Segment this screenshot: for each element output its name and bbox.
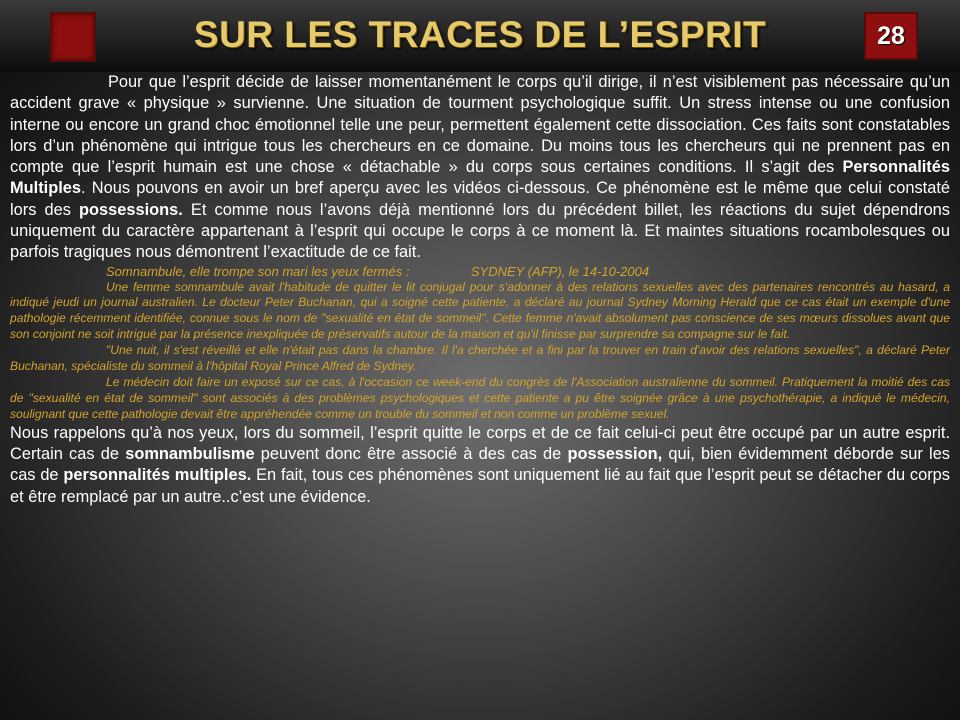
slide-title: SUR LES TRACES DE L’ESPRIT	[193, 14, 767, 55]
closing-bold-possession: possession,	[567, 445, 663, 464]
closing-paragraph	[10, 423, 950, 508]
intro-text-3: Et comme nous l’avons déjà mentionné lors du précédent billet, les réactions du sujet dépendrons uniquement du caractère appartenant à l’esprit qui occupe le corps à ce moment là. Et maintes situations rocambolesques ou parfois tragiques nous démontrent l’exactitude de ce fait.	[10, 200, 950, 262]
closing-text-2: peuvent donc être associé à des cas de	[254, 445, 568, 464]
closing-text-1: Nous rappelons qu’à nos yeux, lors du sommeil, l’esprit quitte le corps et de ce fait celui-ci peut être occupé par un autre esprit. Certain cas de	[10, 423, 950, 464]
intro-text-2: . Nous pouvons en avoir un bref aperçu avec les vidéos ci-dessous. Ce phénomène est le même que celui constaté lors des	[10, 179, 950, 219]
closing-bold-somnambulisme: somnambulisme	[125, 445, 255, 464]
closing-text-3: qui, bien évidemment déborde sur les cas de	[10, 445, 951, 485]
news-dateline: SYDNEY (AFP), le 14-10-2004	[470, 263, 650, 279]
intro-paragraph	[10, 72, 950, 264]
news-quote-paragraph-2: "Une nuit, il s'est réveillé et elle n'était pas dans la chambre. Il l'a cherchée et a fini par la trouver en train d'avoir des relations sexuelles", a déclaré Peter Buchanan, spécialiste du sommeil à l'hôpital Royal Prince Alfred de Sydney.	[10, 343, 950, 374]
page-number-badge	[864, 12, 918, 60]
closing-text-4: En fait, tous ces phénomènes sont uniquement lié au fait que l’esprit peut se détacher du corps et être remplacé par un autre..c’est une évidence.	[10, 466, 950, 506]
news-headline: Somnambule, elle trompe son mari les yeux fermés :	[106, 263, 410, 279]
news-quote-paragraph-1: Une femme somnambule avait l'habitude de quitter le lit conjugal pour s'adonner à des relations sexuelles avec des partenaires rencontrés au hasard, a indiqué jeudi un journal australien. Le docteur Peter Buchanan, qui a soigné cette patiente, a déclaré au journal Sydney Morning Herald que ce cas était un exemple d'une pathologie récemment identifiée, connue sous le nom de "sexualité en état de sommeil". Cette femme n'avait absolument pas conscience de ses mœurs dissolues avant que son conjoint ne soit intrigué par la présence inexpliquée de préservatifs autour de la maison et qu'il finisse par surprendre sa compagne sur le fait.	[10, 279, 950, 342]
page-number: 28	[877, 21, 905, 50]
slide-body	[10, 72, 950, 508]
closing-bold-personnalites: personnalités multiples.	[63, 466, 252, 485]
intro-bold-possessions: possessions.	[79, 200, 183, 219]
news-quote-header	[10, 264, 950, 280]
news-quote	[10, 264, 950, 423]
intro-bold-personnalites: Personnalités Multiples	[10, 158, 950, 198]
intro-text-1: Pour que l’esprit décide de laisser momentanément le corps qu’il dirige, il n’est visiblement pas nécessaire qu’un accident grave « physique » survienne. Une situation de tourment psychologique suffit. Un stress intense ou une confusion interne ou encore un grand choc émotionnel telle une peur, permettent également cette dissociation. Ces faits sont constatables lors d’un phénomène qui intrigue tous les chercheurs en ce domaine. Du moins tous les chercheurs qui ne prennent pas en compte que l’esprit humain est une chose « détachable » du corps sous certaines conditions. Il s’agit des	[10, 73, 950, 177]
news-quote-paragraph-3: Le médecin doit faire un exposé sur ce cas, à l'occasion ce week-end du congrès de l'Association australienne du sommeil. Pratiquement la moitié des cas de "sexualité en état de sommeil" sont associés à des problèmes psychologiques et cette patiente a pu être soignée grâce à une psychothérapie, a indiqué le médecin, soulignant que cette pathologie devait être appréhendée comme un trouble du sommeil et non comme un problème sexuel.	[10, 375, 950, 421]
